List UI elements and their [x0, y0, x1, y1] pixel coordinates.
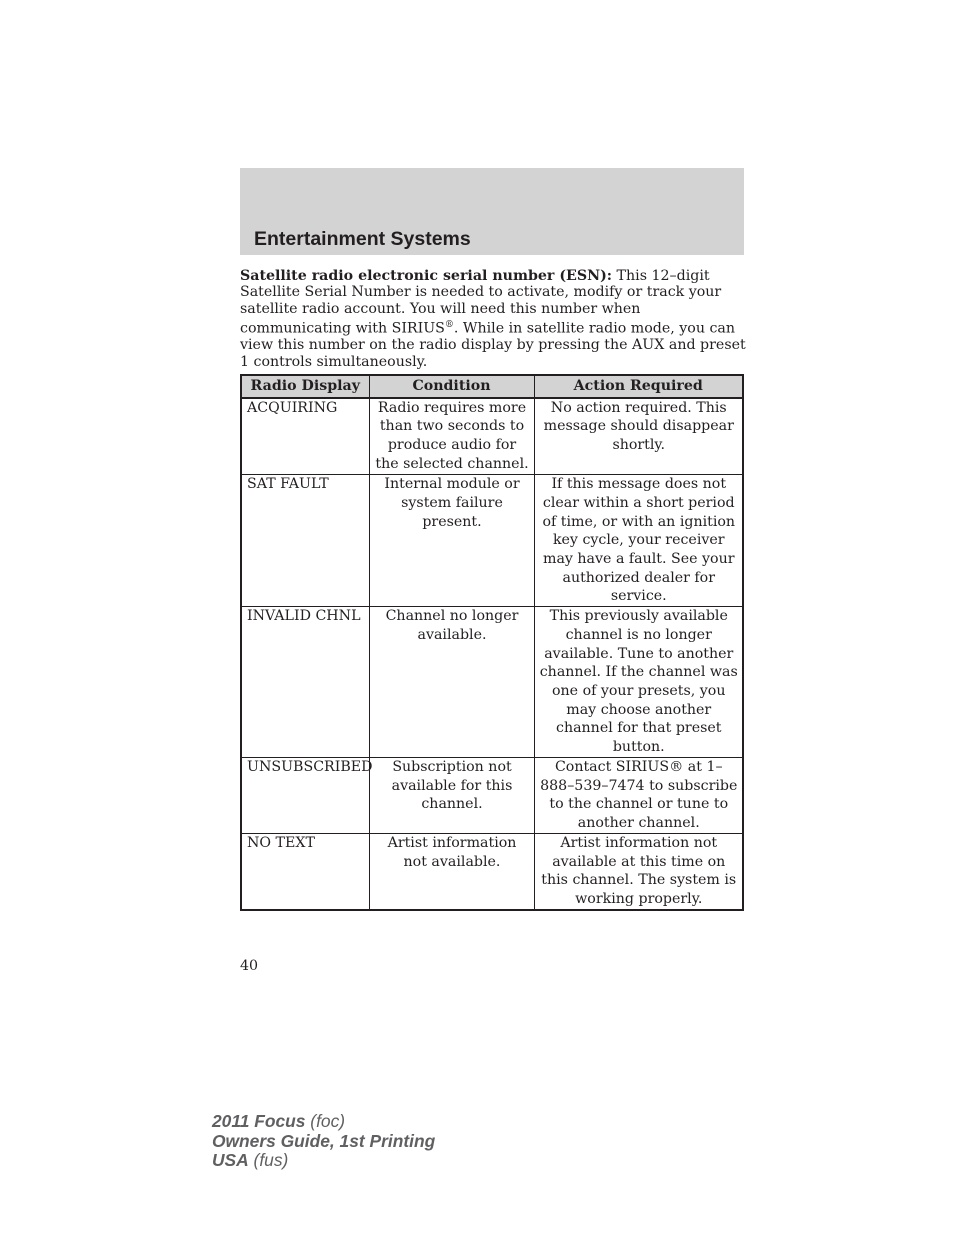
header-radio-display: Radio Display: [241, 375, 369, 398]
header-action-required: Action Required: [534, 375, 743, 398]
action-cell: No action required. This message should disappear shortly.: [534, 398, 743, 475]
footer: [212, 1112, 435, 1171]
section-title: Entertainment Systems: [254, 228, 471, 250]
action-cell: Artist information not available at this time on this channel. The system is working properly.: [534, 833, 743, 910]
condition-cell: Subscription not available for this channel.: [369, 757, 534, 833]
registered-mark: ®: [444, 320, 454, 331]
action-cell: This previously available channel is no longer available. Tune to another channel. If the channel was one of your presets, you may choose another channel for that preset button.: [534, 607, 743, 758]
esn-text-part1: This 12–digit Satellite Serial Number is needed to activate, modify or track your satellite radio account. You will need this number when communicating with SIRIUS: [240, 268, 722, 337]
condition-cell: Channel no longer available.: [369, 607, 534, 758]
display-cell: NO TEXT: [241, 833, 369, 910]
display-cell: SAT FAULT: [241, 475, 369, 607]
page-number: 40: [240, 958, 259, 974]
section-header-band: [240, 168, 744, 255]
table-row: [241, 607, 743, 758]
footer-region: USA: [212, 1150, 249, 1170]
table-row: [241, 475, 743, 607]
display-cell: INVALID CHNL: [241, 607, 369, 758]
esn-paragraph: [240, 268, 750, 370]
table-row: [241, 757, 743, 833]
footer-model-code: (foc): [305, 1111, 346, 1131]
condition-cell: Radio requires more than two seconds to produce audio for the selected channel.: [369, 398, 534, 475]
table-row: [241, 833, 743, 910]
footer-region-code: (fus): [248, 1150, 289, 1170]
header-condition: Condition: [369, 375, 534, 398]
condition-cell: Artist information not available.: [369, 833, 534, 910]
display-cell: UNSUBSCRIBED: [241, 757, 369, 833]
display-cell: ACQUIRING: [241, 398, 369, 475]
table-row: [241, 398, 743, 475]
esn-text-part2: . While in satellite radio mode, you can view this number on the radio display by pressing the AUX and preset 1 controls simultaneously.: [240, 320, 746, 370]
table-header-row: [241, 375, 743, 398]
esn-lead: Satellite radio electronic serial number (ESN):: [240, 268, 613, 284]
action-cell: If this message does not clear within a short period of time, or with an ignition key cycle, your receiver may have a fault. See your authorized dealer for service.: [534, 475, 743, 607]
footer-model: 2011 Focus: [212, 1111, 306, 1131]
footer-line-region: [212, 1151, 435, 1171]
action-cell: Contact SIRIUS® at 1–888–539–7474 to subscribe to the channel or tune to another channel.: [534, 757, 743, 833]
footer-guide: Owners Guide, 1st Printing: [212, 1130, 436, 1151]
footer-line-model: [212, 1112, 435, 1132]
condition-cell: Internal module or system failure present.: [369, 475, 534, 607]
radio-display-table: [240, 374, 744, 911]
